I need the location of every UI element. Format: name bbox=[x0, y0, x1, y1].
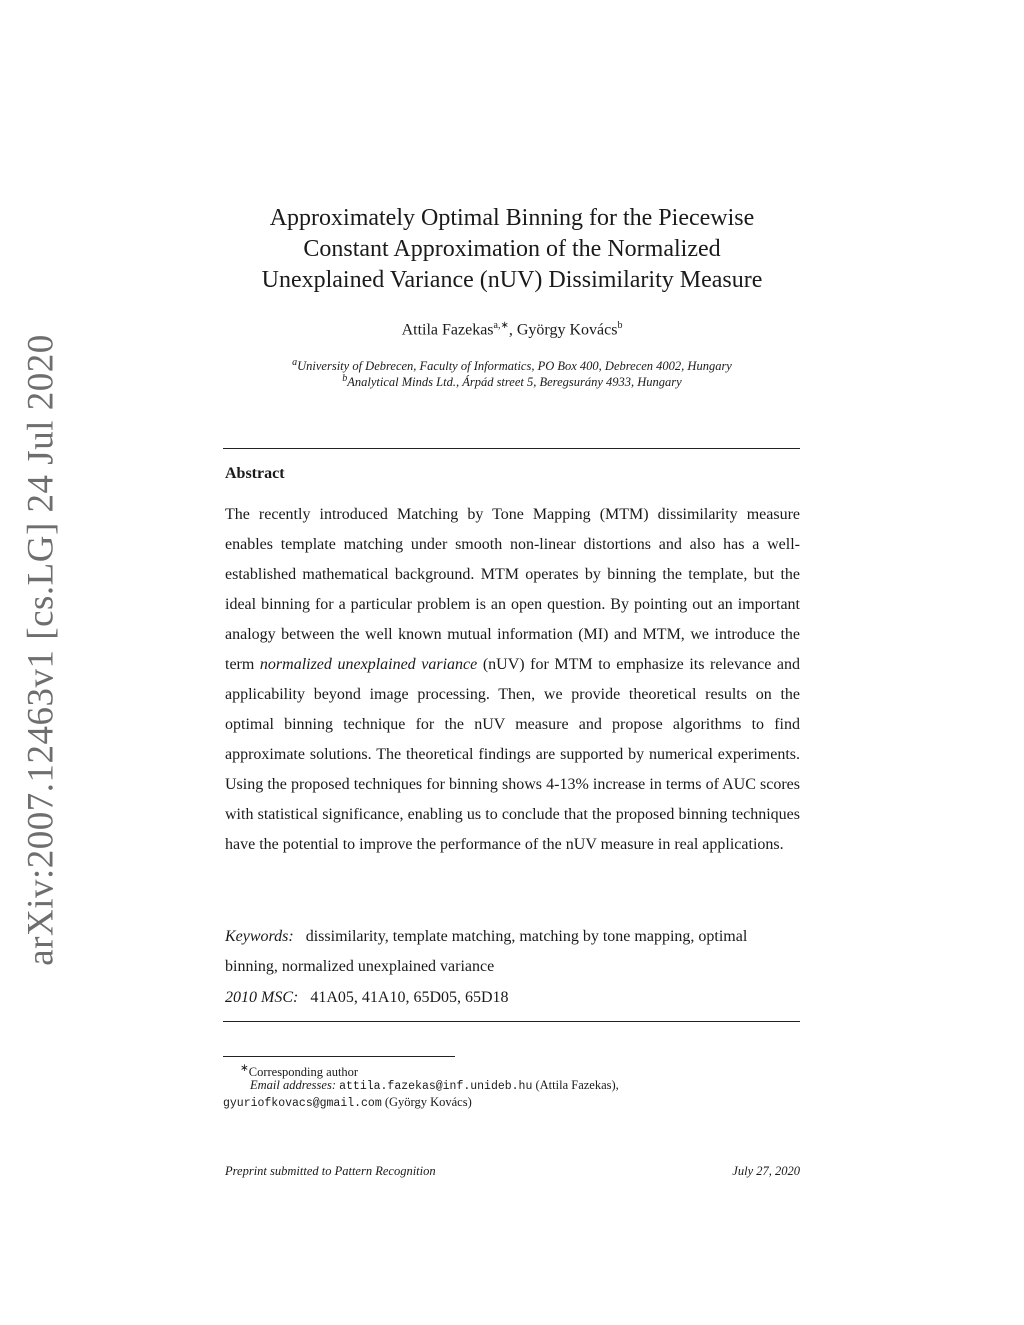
abstract-emphasis: normalized unexplained variance bbox=[259, 656, 478, 673]
email-owner: (Attila Fazekas), bbox=[535, 1078, 619, 1092]
email-owner: (György Kovács) bbox=[384, 1095, 472, 1109]
affiliation-text: University of Debrecen, Faculty of Informatics, PO Box 400, Debrecen 4002, Hungary bbox=[297, 359, 732, 374]
author-list bbox=[200, 320, 824, 339]
paper-title bbox=[200, 203, 824, 296]
title-line-3: Unexplained Variance (nUV) Dissimilarity Measure bbox=[261, 267, 763, 293]
abstract-text-part: (nUV) for MTM to emphasize its relevance and applicability beyond image processing. Then, we provide theoretical results on the optimal binning technique for the nUV measure and propose algorithms to find approximate solutions. The theoretical findings are supported by numerical experiments. Using the proposed techniques for binning shows 4-13% increase in terms of AUC scores with statistical significance, enabling us to conclude that the proposed binning techniques have the potential to improve the performance of the nUV measure in real applications. bbox=[225, 656, 801, 853]
footnote-emails-line1 bbox=[250, 1077, 619, 1095]
keywords-label: Keywords: bbox=[225, 928, 294, 945]
abstract-top-rule bbox=[223, 448, 800, 449]
email-label: Email addresses: bbox=[250, 1078, 336, 1092]
affiliation-mark: a bbox=[292, 357, 298, 368]
author-affiliation-mark: a,∗ bbox=[493, 320, 509, 331]
footer-date: July 27, 2020 bbox=[732, 1164, 800, 1178]
footnote-emails-line2 bbox=[223, 1094, 472, 1112]
footer-preprint-note: Preprint submitted to Pattern Recognition bbox=[225, 1164, 436, 1178]
footnote-rule bbox=[223, 1056, 455, 1057]
msc-codes bbox=[225, 983, 800, 1013]
keywords bbox=[225, 922, 800, 982]
affiliation-a bbox=[200, 357, 824, 374]
abstract-bottom-rule bbox=[223, 1021, 800, 1022]
affiliation-text: Analytical Minds Ltd., Árpád street 5, Beregsurány 4933, Hungary bbox=[347, 375, 682, 390]
author-separator: , bbox=[508, 321, 517, 339]
author-affiliation-mark: b bbox=[617, 320, 623, 331]
title-line-2: Constant Approximation of the Normalized bbox=[303, 236, 721, 262]
author-name: Attila Fazekas bbox=[401, 321, 494, 339]
email-link[interactable]: attila.fazekas@inf.unideb.hu bbox=[339, 1080, 533, 1093]
affiliation-mark: b bbox=[342, 373, 348, 384]
arxiv-identifier-text: arXiv:2007.12463v1 [cs.LG] 24 Jul 2020 bbox=[20, 334, 62, 966]
email-link[interactable]: gyuriofkovacs@gmail.com bbox=[223, 1097, 382, 1110]
keywords-text: dissimilarity, template matching, matching by tone mapping, optimal binning, normalized unexplained variance bbox=[225, 928, 748, 975]
footnote-mark: ∗ bbox=[240, 1063, 249, 1074]
abstract-body bbox=[225, 500, 800, 860]
affiliation-b bbox=[200, 373, 824, 390]
title-line-1: Approximately Optimal Binning for the Piecewise bbox=[269, 205, 755, 231]
abstract-text-part: The recently introduced Matching by Tone Mapping (MTM) dissimilarity measure enables template matching under smooth non-linear distortions and also has a well-established mathematical background. MTM operates by binning the template, but the ideal binning for a particular problem is an open question. By pointing out an important analogy between the well known mutual information (MI) and MTM, we introduce the term bbox=[225, 506, 800, 673]
arxiv-identifier-stamp bbox=[0, 0, 82, 1325]
msc-label: 2010 MSC: bbox=[225, 989, 299, 1006]
abstract-heading: Abstract bbox=[225, 465, 285, 482]
msc-text: 41A05, 41A10, 65D05, 65D18 bbox=[310, 989, 509, 1006]
footnote-corresponding-text: Corresponding author bbox=[248, 1065, 359, 1080]
author-name: György Kovács bbox=[516, 321, 618, 339]
